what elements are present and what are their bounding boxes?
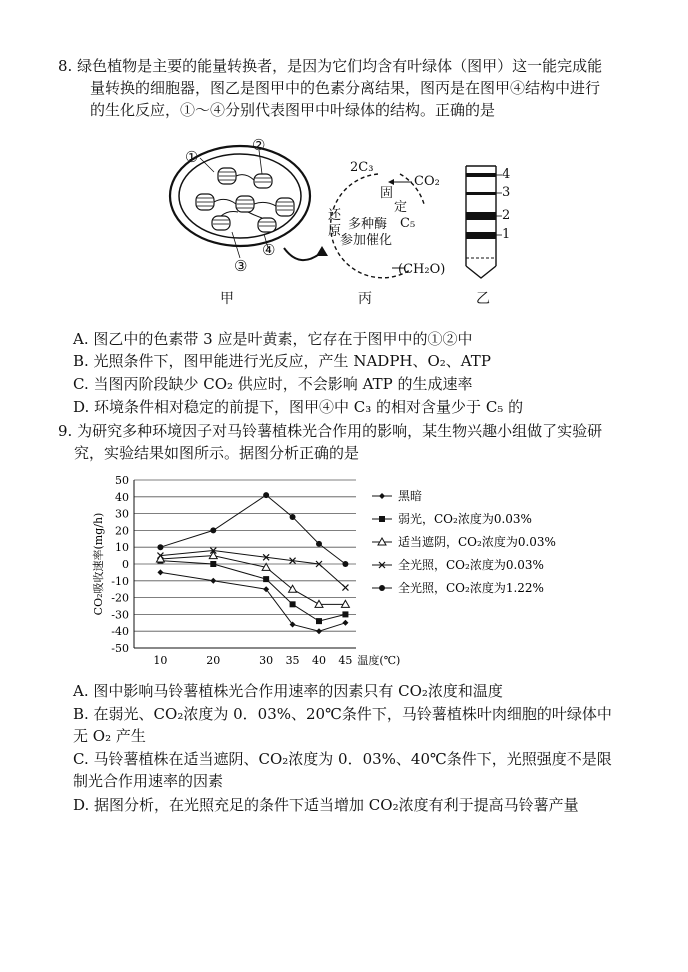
data-point: [210, 527, 216, 533]
data-point: [157, 569, 163, 575]
x-tick-label: 35: [285, 654, 300, 667]
q9-option-d: D. 据图分析，在光照充足的条件下适当增加 CO₂浓度有利于提高马铃薯产量: [73, 796, 579, 814]
series-line-4: [160, 495, 345, 564]
q8-option-c: C. 当图丙阶段缺少 CO₂ 供应时，不会影响 ATP 的生成速率: [73, 375, 473, 393]
legend-label-2: 适当遮阴，CO₂浓度为0.03%: [398, 535, 556, 549]
y-tick-label: 0: [122, 558, 129, 571]
pigment-band-2: [466, 212, 496, 220]
data-point: [316, 628, 322, 634]
legend-label-0: 黑暗: [398, 489, 423, 503]
data-point: [263, 492, 269, 498]
legend-label-3: 全光照，CO₂浓度为0.03%: [398, 558, 544, 572]
bing-gu: 固: [380, 186, 394, 201]
y-tick-label: 20: [115, 524, 129, 538]
y-tick-label: -20: [111, 591, 129, 605]
x-tick-label: 40: [312, 654, 326, 667]
y-tick-label: -30: [111, 608, 129, 622]
x-axis-label: 温度(℃): [357, 654, 401, 667]
x-tick-label: 20: [206, 654, 221, 667]
series-line-3: [160, 551, 345, 588]
pigment-band-3: [466, 192, 496, 195]
data-point: [263, 576, 269, 582]
data-point: [342, 611, 348, 617]
data-point: [290, 601, 296, 607]
legend-label-4: 全光照，CO₂浓度为1.22%: [398, 581, 544, 595]
x-tick-label: 30: [259, 654, 274, 667]
y-tick-label: -50: [111, 642, 129, 655]
jia-caption: 甲: [220, 291, 234, 307]
q9-option-c-line2: 制光合作用速率的因素: [73, 772, 224, 790]
co2-uptake-chart: [66, 474, 686, 674]
data-point: [342, 561, 348, 567]
q8-option-a: A. 图乙中的色素带 3 应是叶黄素，它存在于图甲中的①②中: [73, 330, 473, 348]
data-point: [210, 561, 216, 567]
yi-band-4-label: 4: [502, 167, 511, 182]
y-tick-label: -10: [111, 574, 129, 588]
y-tick-label: 10: [115, 541, 129, 555]
jia-label-4: ④: [262, 241, 276, 259]
bing-huan: 还: [328, 208, 342, 223]
pigment-band-1: [466, 232, 496, 239]
q8-stem-line1: 8. 绿色植物是主要的能量转换者，是因为它们均含有叶绿体（图甲）这一能完成能: [58, 57, 603, 75]
yi-band-2-label: 2: [502, 208, 511, 223]
legend-marker-1: [379, 516, 385, 522]
series-3: [157, 548, 348, 591]
data-point: [210, 578, 216, 584]
legend-marker-0: [379, 493, 385, 499]
q9-option-b-line2: 无 O₂ 产生: [73, 727, 146, 745]
bing-caption: 丙: [358, 291, 372, 307]
bing-yuan: 原: [328, 224, 342, 239]
y-tick-label: 50: [115, 474, 129, 487]
q8-stem-line2: 量转换的细胞器，图乙是图甲中的色素分离结果，图丙是在图甲④结构中进行: [90, 79, 601, 97]
bing-enzyme-2: 参加催化: [340, 233, 393, 248]
data-point: [342, 585, 348, 591]
data-point: [157, 544, 163, 550]
data-point: [342, 620, 348, 626]
y-tick-label: -40: [111, 625, 129, 639]
q8-option-b: B. 光照条件下，图甲能进行光反应，产生 NADPH、O₂、ATP: [73, 352, 491, 370]
bing-2c3: 2C₃: [350, 160, 374, 175]
q8-stem-line3: 的生化反应，①～④分别代表图甲中叶绿体的结构。正确的是: [90, 101, 496, 119]
y-tick-label: 40: [115, 490, 129, 504]
yi-caption: 乙: [476, 291, 490, 307]
series-2: [156, 552, 349, 608]
legend-marker-4: [379, 585, 385, 591]
q9-stem-line1: 9. 为研究多种环境因子对马铃薯植株光合作用的影响，某生物兴趣小组做了实验研: [58, 422, 603, 440]
y-axis-label: CO₂吸收速率(mg/h): [92, 512, 105, 616]
legend-label-1: 弱光，CO₂浓度为0.03%: [398, 512, 532, 526]
data-point: [316, 541, 322, 547]
series-line-1: [160, 561, 345, 621]
bing-ding: 定: [394, 200, 408, 215]
x-tick-label: 10: [153, 654, 168, 667]
data-point: [290, 514, 296, 520]
q9-stem-line2: 究，实验结果如图所示。据图分析正确的是: [74, 444, 360, 462]
x-tick-label: 45: [338, 654, 353, 667]
bing-ch2o: (CH₂O): [398, 262, 446, 277]
jia-label-2: ②: [252, 136, 266, 154]
bing-c5: C₅: [400, 216, 416, 231]
chromatography-strip: [466, 166, 502, 278]
q9-option-a: A. 图中影响马铃薯植株光合作用速率的因素只有 CO₂浓度和温度: [73, 682, 503, 700]
y-tick-label: 30: [115, 507, 129, 521]
data-point: [316, 618, 322, 624]
bing-enzyme-1: 多种酶: [348, 217, 388, 232]
yi-band-3-label: 3: [502, 185, 511, 200]
jia-label-1: ①: [185, 148, 199, 166]
q9-option-b-line1: B. 在弱光、CO₂浓度为 0．03%、20℃条件下，马铃薯植株叶肉细胞的叶绿体中: [73, 705, 612, 723]
jia-label-3: ③: [234, 257, 248, 275]
pigment-band-4: [466, 173, 496, 177]
bing-co2: CO₂: [414, 174, 440, 189]
yi-band-1-label: 1: [502, 227, 511, 242]
q9-option-c-line1: C. 马铃薯植株在适当遮阴、CO₂浓度为 0．03%、40℃条件下，光照强度不是限: [73, 750, 612, 768]
q8-option-d: D. 环境条件相对稳定的前提下，图甲④中 C₃ 的相对含量少于 C₅ 的: [73, 398, 524, 416]
